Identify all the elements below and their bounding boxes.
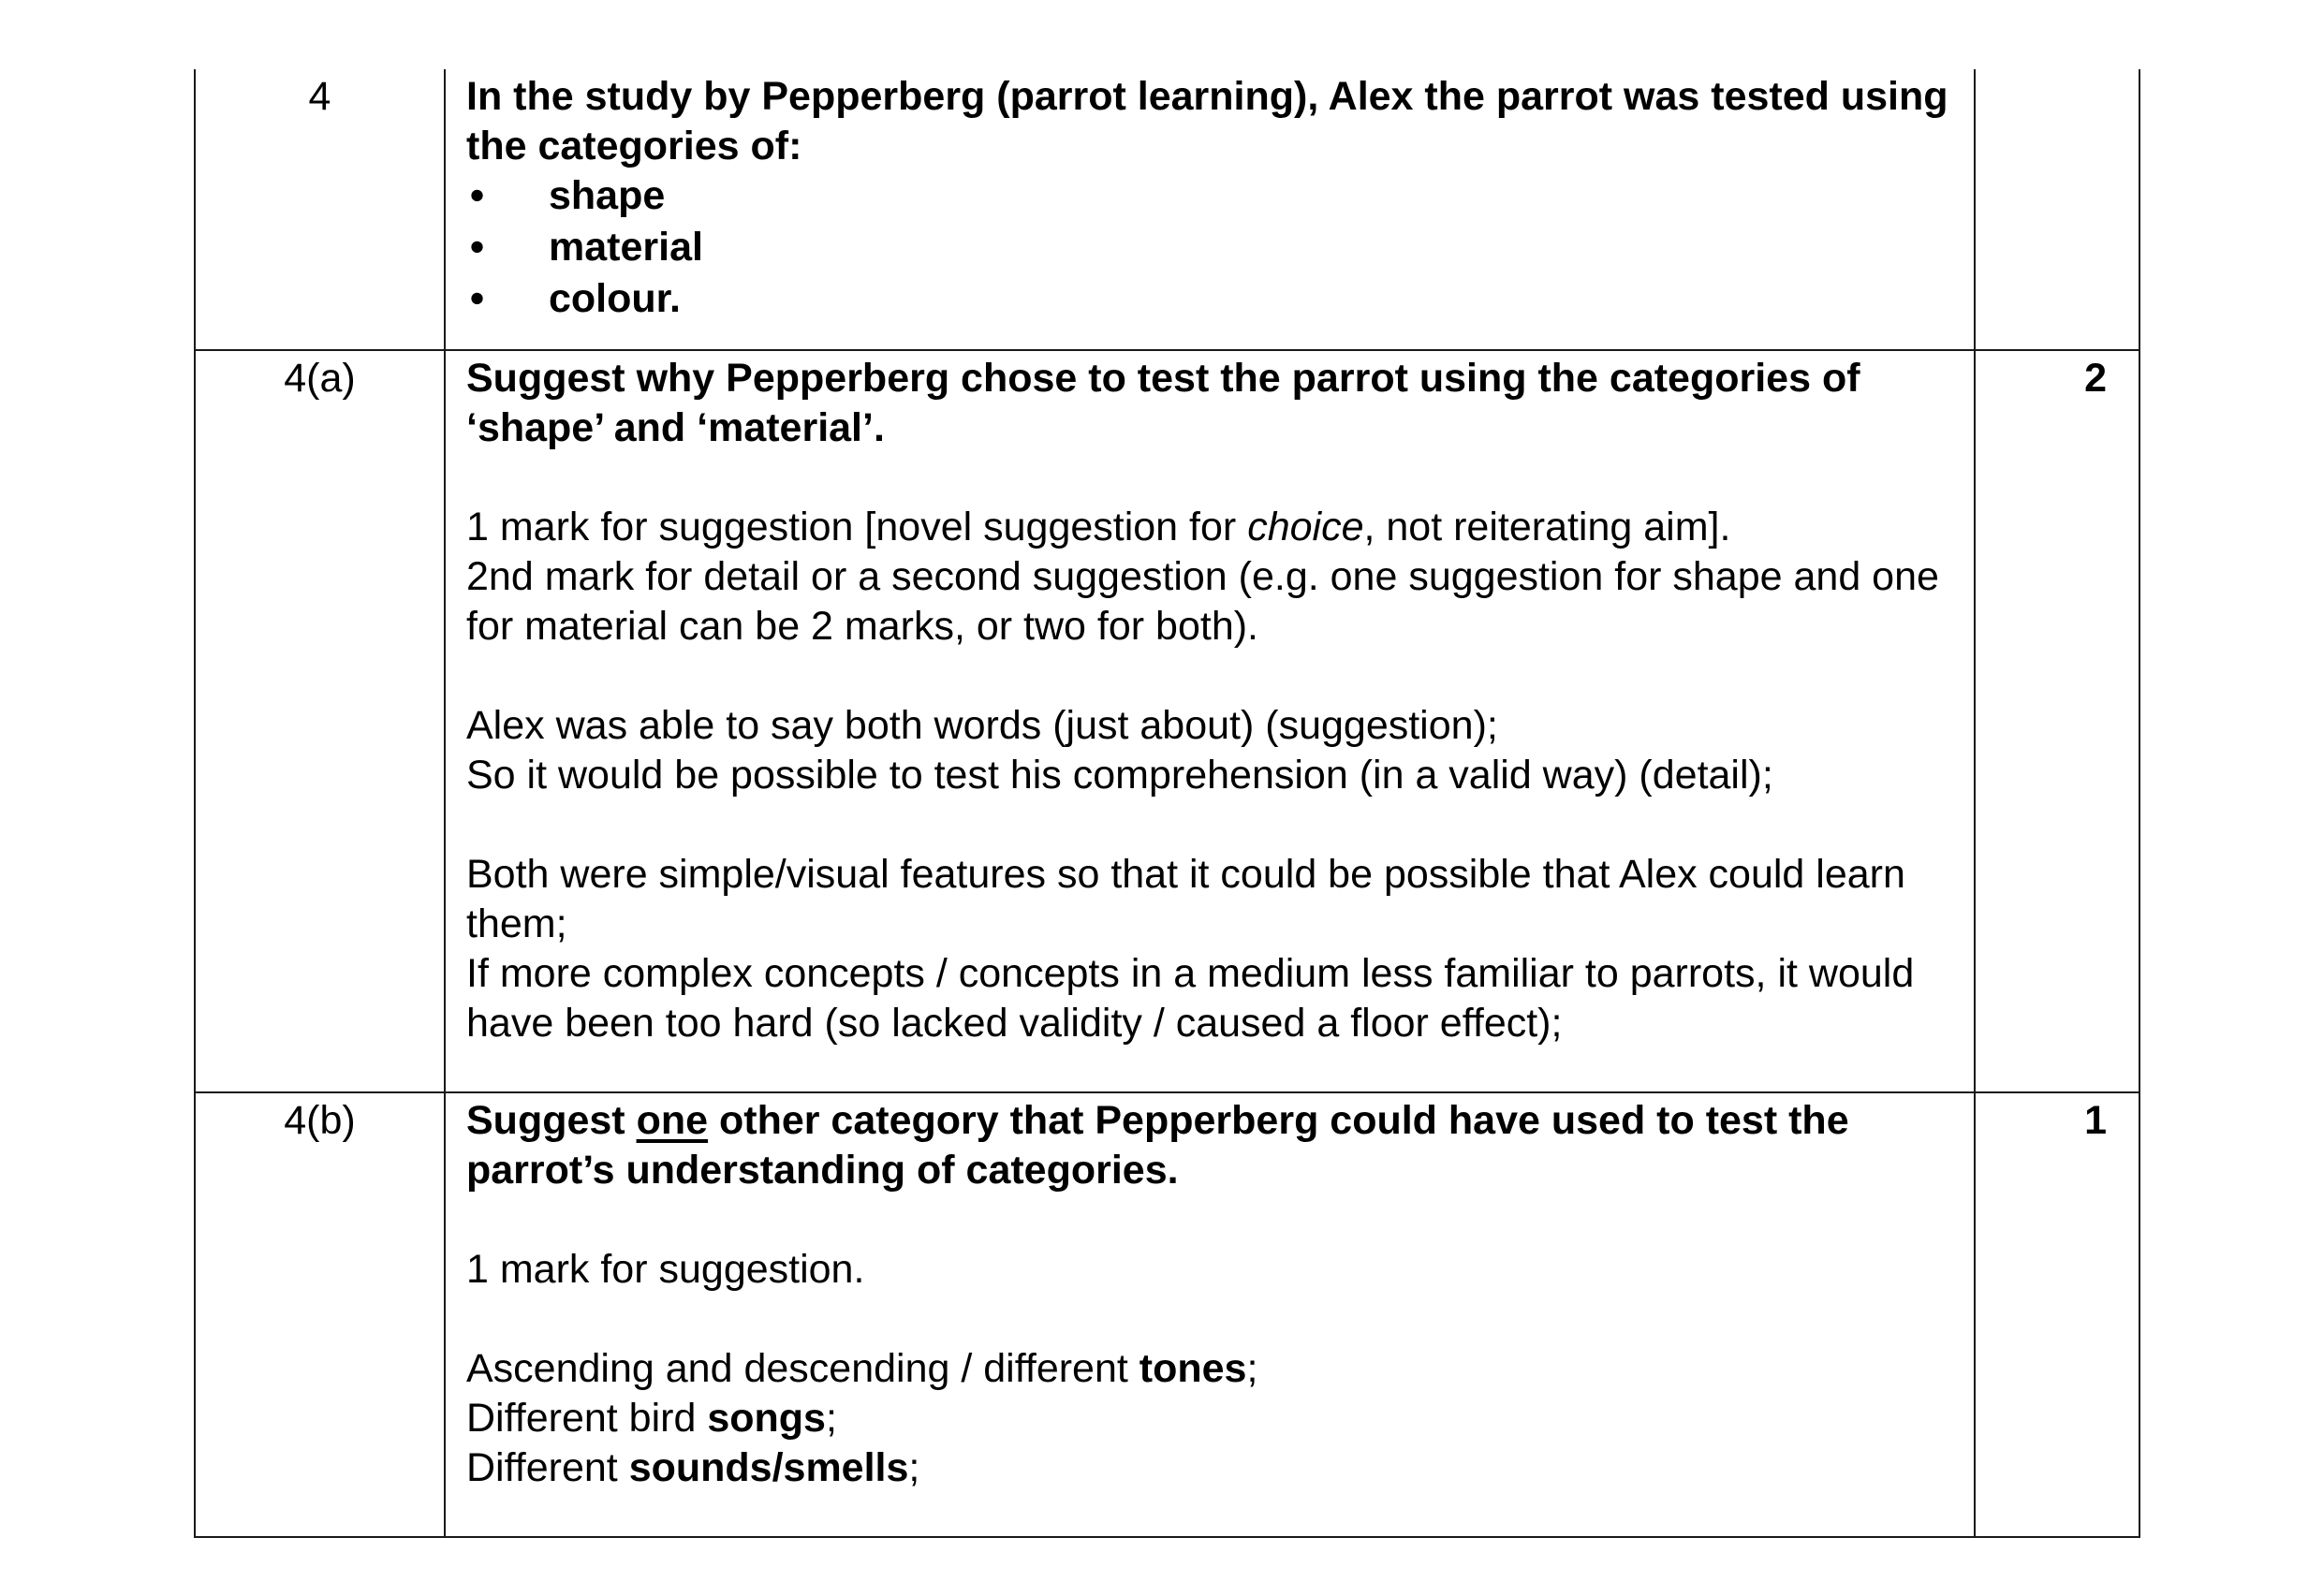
indicative-answer: Alex was able to say both words (just about) (suggestion); bbox=[466, 703, 1498, 748]
question-stem: In the study by Pepperberg (parrot learning), Alex the parrot was tested using the categories of: bbox=[466, 74, 1948, 168]
category-label: material bbox=[549, 225, 703, 270]
indicative-answer: So it would be possible to test his comprehension (in a valid way) (detail); bbox=[466, 753, 1773, 798]
category-label: colour. bbox=[549, 276, 681, 321]
answer-cell bbox=[445, 69, 1975, 350]
list-item bbox=[466, 171, 1953, 223]
bullet-icon: • bbox=[470, 225, 485, 270]
marks-cell: 1 bbox=[1975, 1092, 2139, 1537]
question-text: Suggest why Pepperberg chose to test the parrot using the categories of ‘shape’ and ‘material’. bbox=[466, 356, 1860, 450]
indicative-answer: Different bird songs; bbox=[466, 1396, 837, 1441]
list-item bbox=[466, 274, 1953, 326]
list-item bbox=[466, 223, 1953, 274]
marks-cell: 2 bbox=[1975, 350, 2139, 1092]
table-row bbox=[195, 1092, 2139, 1537]
question-text: Suggest one other category that Pepperberg could have used to test the parrot’s understanding of categories. bbox=[466, 1098, 1849, 1193]
marking-guidance: 1 mark for suggestion [novel suggestion for choice, not reiterating aim]. bbox=[466, 505, 1731, 549]
answer-cell bbox=[445, 350, 1975, 1092]
indicative-answer: Different sounds/smells; bbox=[466, 1445, 920, 1490]
bullet-icon: • bbox=[470, 173, 485, 218]
table-row bbox=[195, 69, 2139, 350]
indicative-answer: Ascending and descending / different tones; bbox=[466, 1346, 1258, 1391]
marking-guidance: 2nd mark for detail or a second suggestion (e.g. one suggestion for shape and one for material can be 2 marks, or two for both). bbox=[466, 554, 1939, 649]
mark-scheme-table bbox=[194, 69, 2140, 1538]
marking-guidance: 1 mark for suggestion. bbox=[466, 1247, 865, 1292]
indicative-answer: If more complex concepts / concepts in a medium less familiar to parrots, it would have been too hard (so lacked validity / caused a floor effect); bbox=[466, 951, 1915, 1046]
question-number: 4(b) bbox=[195, 1092, 445, 1537]
table-row bbox=[195, 350, 2139, 1092]
question-number: 4 bbox=[195, 69, 445, 350]
question-number: 4(a) bbox=[195, 350, 445, 1092]
answer-cell bbox=[445, 1092, 1975, 1537]
indicative-answer: Both were simple/visual features so that it could be possible that Alex could learn them; bbox=[466, 852, 1905, 946]
marks-cell bbox=[1975, 69, 2139, 350]
category-label: shape bbox=[549, 173, 666, 218]
category-list bbox=[466, 171, 1953, 326]
bullet-icon: • bbox=[470, 276, 485, 321]
